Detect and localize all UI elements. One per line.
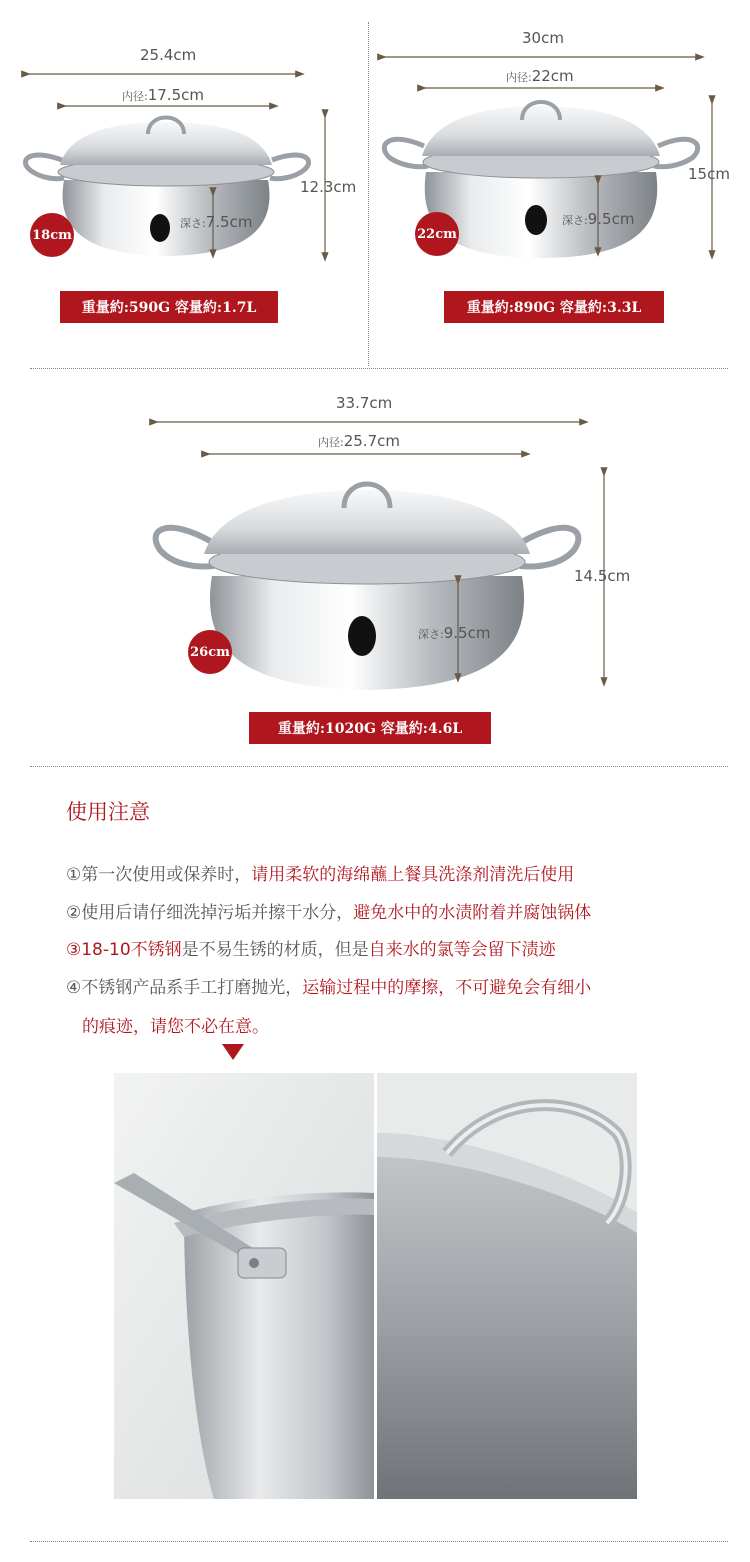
inner-diameter-label [318, 432, 400, 450]
depth-prefix: 深さ: [418, 628, 444, 641]
note-plain: 是不易生锈的材质，但是 [181, 940, 369, 960]
down-arrow-icon [222, 1044, 244, 1060]
note-item-4-continued: 的痕迹，请您不必在意。 [82, 1017, 269, 1037]
size-badge-26cm: 26cm [188, 630, 232, 674]
depth-label [562, 210, 634, 228]
note-highlight: 避免水中的水渍附着并腐蚀锅体 [353, 903, 592, 923]
inner-diameter-label [506, 67, 574, 85]
section-divider [30, 368, 728, 369]
note-item-1 [66, 860, 574, 885]
inner-prefix: 内径: [318, 436, 344, 449]
note-highlight-prefix: ③18-10不锈钢 [66, 940, 182, 960]
note-plain: ①第一次使用或保养时， [66, 865, 252, 885]
spec-badge-18cm: 重量約:590G 容量約:1.7L [60, 291, 278, 323]
height-label: 12.3cm [300, 178, 357, 196]
depth-prefix: 深さ: [562, 214, 588, 227]
note-highlight: 运输过程中的摩擦，不可避免会有细小 [302, 978, 592, 998]
section-divider [30, 1541, 728, 1542]
column-divider [368, 22, 369, 366]
depth-value: 9.5cm [587, 210, 635, 228]
height-label: 14.5cm [574, 567, 631, 585]
inner-prefix: 内径: [122, 90, 148, 103]
depth-label [418, 624, 490, 642]
lid-handle-detail-photo [114, 1073, 374, 1499]
width-label: 33.7cm [336, 394, 393, 412]
depth-value: 7.5cm [205, 213, 253, 231]
notes-title: 使用注意 [66, 800, 150, 824]
note-plain: ②使用后请仔细洗掉污垢并擦干水分， [66, 903, 354, 923]
inner-prefix: 内径: [506, 71, 532, 84]
inner-value: 25.7cm [343, 432, 400, 450]
spec-badge-22cm: 重量約:890G 容量約:3.3L [444, 291, 664, 323]
note-highlight: 请用柔软的海绵蘸上餐具洗涤剂清洗后使用 [251, 865, 575, 885]
inner-value: 22cm [531, 67, 574, 85]
note-item-2 [66, 898, 591, 923]
note-highlight: 自来水的氯等会留下渍迹 [368, 940, 556, 960]
note-item-4 [66, 973, 591, 998]
size-badge-18cm: 18cm [30, 213, 74, 257]
size-badge-22cm: 22cm [415, 212, 459, 256]
depth-value: 9.5cm [443, 624, 491, 642]
inner-diameter-label [122, 86, 204, 104]
note-plain: ④不锈钢产品系手工打磨抛光， [66, 978, 303, 998]
inner-value: 17.5cm [147, 86, 204, 104]
spec-badge-26cm: 重量約:1020G 容量約:4.6L [249, 712, 491, 744]
height-label: 15cm [688, 165, 730, 183]
width-label: 25.4cm [140, 46, 197, 64]
note-item-3 [66, 935, 556, 960]
width-label: 30cm [522, 29, 564, 47]
depth-prefix: 深さ: [180, 217, 206, 230]
section-divider [30, 766, 728, 767]
rim-handle-detail-photo [377, 1073, 637, 1499]
depth-label [180, 213, 252, 231]
